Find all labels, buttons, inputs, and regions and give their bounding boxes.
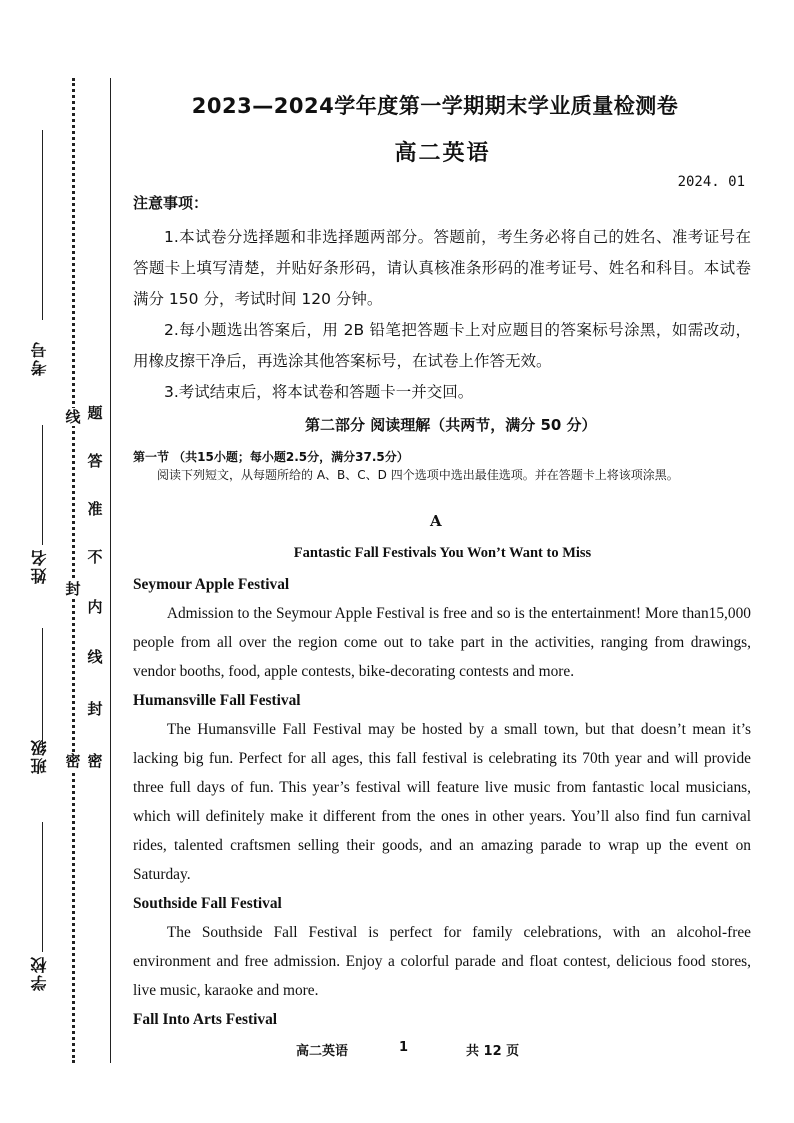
notice-item: 2.每小题选出答案后，用 2B 铅笔把答题卡上对应题目的答案标号涂黑，如需改动，用橡皮擦干净后，再选涂其他答案标号，在试卷上作答无效。 <box>133 321 751 370</box>
exam-subject: 高二英语 <box>394 141 491 166</box>
seal-char: 密 <box>87 752 103 770</box>
section-heading: 第一节 （共15小题；每小题2.5分，满分37.5分） <box>133 450 409 464</box>
festival-description: The Humansville Fall Festival may be hosted by a small town, but that doesn’t mean it’s lacking big fun. Perfect for all ages, this fall festival is celebrating its 70th year and will provide three full days of fun. This year’s festival will feature live music from fantastic local musicians, which will definitely make it different from the ones in other years. You’ll also find fun carnival rides, talented craftsmen selling their goods, and an amazing parade to wrap up the event on Saturday. <box>133 721 751 883</box>
seal-char: 线 <box>87 648 103 666</box>
part-heading: 第二部分 阅读理解（共两节，满分 50 分） <box>305 416 597 434</box>
class-blank[interactable] <box>42 628 43 748</box>
seal-dotted-line <box>72 78 75 1063</box>
passage-title: Fantastic Fall Festivals You Won’t Want to Miss <box>293 545 592 561</box>
footer-subject: 高二英语 <box>296 1044 349 1059</box>
exam-number-blank[interactable] <box>42 130 43 320</box>
seal-char: 准 <box>87 500 103 518</box>
festival-name: Humansville Fall Festival <box>133 692 301 709</box>
festival-name: Fall Into Arts Festival <box>133 1011 278 1028</box>
binding-margin <box>0 0 112 1123</box>
seal-char: 题 <box>87 404 103 422</box>
notice-item: 3.考试结束后，将本试卷和答题卡一并交回。 <box>164 383 474 401</box>
seal-char: 密 <box>65 752 81 770</box>
passage-body <box>133 570 751 1034</box>
field-label-exam-number: 考号 <box>30 340 49 376</box>
seal-char: 线 <box>65 408 81 426</box>
seal-char: 答 <box>87 452 103 470</box>
exam-date: 2024. 01 <box>677 174 745 190</box>
exam-title: 2023—2024学年度第一学期期末学业质量检测卷 <box>191 94 679 118</box>
seal-solid-line <box>110 78 111 1063</box>
seal-char: 内 <box>87 598 103 616</box>
field-label-name: 姓名 <box>30 548 49 584</box>
festival-name: Seymour Apple Festival <box>133 576 290 593</box>
festival-name: Southside Fall Festival <box>133 895 282 912</box>
notice-item: 1.本试卷分选择题和非选择题两部分。答题前，考生务必将自己的姓名、准考证号在答题卡上填写清楚，并贴好条形码，请认真核准条形码的准考证号、姓名和科目。本试卷满分 150 分，考试时间 120 分钟。 <box>133 228 751 308</box>
festival-description: The Southside Fall Festival is perfect for family celebrations, with an alcohol-free environment and free admission. Enjoy a colorful parade and float contest, delicious food stores, live music, karaoke and more. <box>133 924 751 999</box>
seal-char: 不 <box>87 548 103 566</box>
footer-page-number: 1 <box>399 1040 409 1055</box>
festival-description: Admission to the Seymour Apple Festival is free and so is the entertainment! More than15,000 people from all over the region come out to take part in the activities, ranging from drawings, vendor booths, food, apple contests, bike-decorating contests and more. <box>133 605 751 680</box>
section-instructions: 阅读下列短文，从每题所给的 A、B、C、D 四个选项中选出最佳选项。并在答题卡上将该项涂黑。 <box>157 468 679 482</box>
school-blank[interactable] <box>42 822 43 952</box>
footer-total-pages: 共 12 页 <box>466 1044 520 1059</box>
field-label-school: 学校 <box>30 955 49 991</box>
passage-letter: A <box>430 512 442 530</box>
notice-heading: 注意事项： <box>133 194 209 212</box>
name-blank[interactable] <box>42 425 43 545</box>
field-label-class: 班级 <box>30 738 49 774</box>
seal-char: 封 <box>87 700 103 718</box>
seal-char: 封 <box>65 580 81 598</box>
notice-list <box>133 222 751 408</box>
